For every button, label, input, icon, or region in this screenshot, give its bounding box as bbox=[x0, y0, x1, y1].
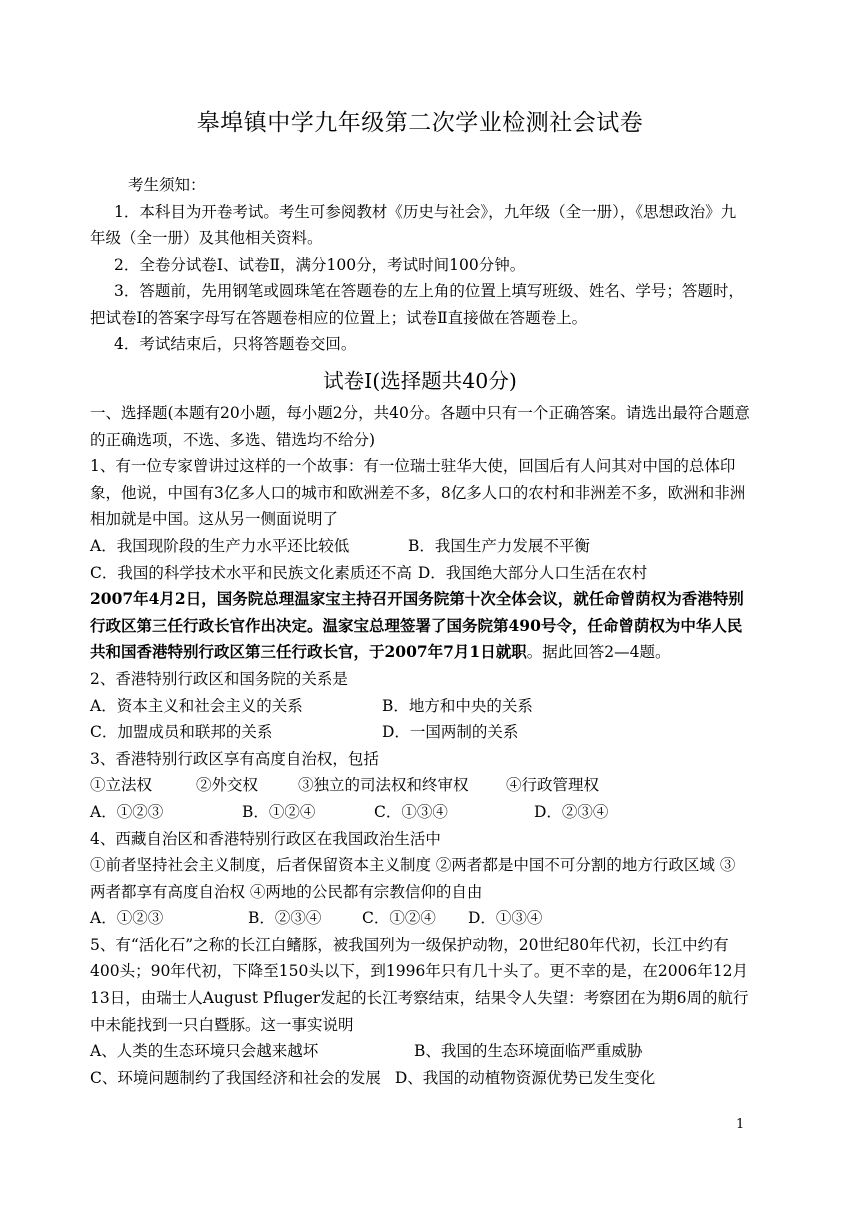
option-b: B．①②④ bbox=[242, 802, 316, 821]
question-5-stem: 5、有“活化石”之称的长江白鳍豚，被我国列为一级保护动物，20世纪80年代初，长江中约有400头；90年代初，下降至150头以下，到1996年只有几十头了。更不幸的是，在2006年12月13日，由瑞士人August Pfluger发起的长江考察结束，结果令人失望：考察团在为期6周的航行中未能找到一只白暨豚。这一事实说明 bbox=[90, 935, 749, 1034]
option-b: B．②③④ bbox=[248, 909, 322, 928]
option-c: C、环境问题制约了我国经济和社会的发展 bbox=[90, 1068, 381, 1087]
statement-item: ③独立的司法权和终审权 bbox=[298, 776, 469, 795]
option-a: A、人类的生态环境只会越来越坏 bbox=[90, 1042, 319, 1061]
exam-notes bbox=[90, 172, 750, 358]
option-d: D．①③④ bbox=[468, 909, 543, 928]
option-d: D．我国绝大部分人口生活在农村 bbox=[417, 563, 648, 582]
option-c: C．加盟成员和联邦的关系 bbox=[90, 723, 273, 742]
option-b: B．我国生产力发展不平衡 bbox=[408, 536, 590, 555]
statement-item: ①立法权 bbox=[90, 776, 153, 795]
page-number: 1 bbox=[736, 1117, 745, 1132]
questions-body bbox=[90, 400, 750, 1091]
note-item: 2．全卷分试卷Ⅰ、试卷Ⅱ，满分100分，考试时间100分钟。 bbox=[114, 255, 526, 274]
option-a: A．资本主义和社会主义的关系 bbox=[90, 696, 303, 715]
question-3-items bbox=[90, 772, 750, 799]
question-1-options-ab bbox=[90, 533, 750, 560]
question-2-options-ab bbox=[90, 693, 750, 720]
question-1-stem: 1、有一位专家曾讲过这样的一个故事：有一位瑞士驻华大使，回国后有人问其对中国的总体印象，他说，中国有3亿多人口的城市和欧洲差不多，8亿多人口的农村和非洲差不多，欧洲和非洲相加就是中国。这从另一侧面说明了 bbox=[90, 457, 746, 529]
material-bold-text: 2007年4月2日，国务院总理温家宝主持召开国务院第十次全体会议，就任命曾荫权为香港特别行政区第三任行政长官作出决定。温家宝总理签署了国务院第490号令，任命曾荫权为中华人民共和国香港特别行政区第三任行政长官，于2007年7月1日就职 bbox=[90, 589, 744, 662]
question-3-stem: 3、香港特别行政区享有高度自治权，包括 bbox=[90, 749, 379, 768]
statement-item: ④行政管理权 bbox=[506, 776, 600, 795]
question-2-options-cd bbox=[90, 719, 750, 746]
option-a: A．①②③ bbox=[90, 802, 164, 821]
question-1-options-cd bbox=[90, 560, 750, 587]
option-d: D．②③④ bbox=[534, 802, 609, 821]
option-c: C．①②④ bbox=[362, 909, 436, 928]
material-paragraph bbox=[90, 586, 750, 666]
option-d: D．一国两制的关系 bbox=[382, 723, 519, 742]
option-c: C．①③④ bbox=[374, 802, 448, 821]
note-item: 3．答题前，先用钢笔或圆珠笔在答题卷的左上角的位置上填写班级、姓名、学号；答题时，把试卷Ⅰ的答案字母写在答题卷相应的位置上；试卷Ⅱ直接做在答题卷上。 bbox=[90, 282, 744, 327]
section-title: 试卷Ⅰ(选择题共40分) bbox=[323, 369, 517, 393]
notes-heading: 考生须知： bbox=[128, 176, 206, 194]
question-2-stem: 2、香港特别行政区和国务院的关系是 bbox=[90, 669, 348, 688]
option-a: A．①②③ bbox=[90, 909, 164, 928]
question-3-options bbox=[90, 799, 750, 826]
exam-title: 皋埠镇中学九年级第二次学业检测社会试卷 bbox=[196, 110, 644, 136]
statement-item: ②外交权 bbox=[196, 776, 259, 795]
note-item: 1．本科目为开卷考试。考生可参阅教材《历史与社会》，九年级（全一册），《思想政治》九年级（全一册）及其他相关资料。 bbox=[90, 202, 737, 247]
note-item: 4．考试结束后，只将答题卷交回。 bbox=[114, 335, 357, 353]
option-a: A．我国现阶段的生产力水平还比较低 bbox=[90, 536, 350, 555]
question-5-options-ab bbox=[90, 1038, 750, 1065]
question-4-options bbox=[90, 905, 750, 932]
material-tail-text: 。据此回答2—4题。 bbox=[526, 643, 671, 662]
question-4-items: ①前者坚持社会主义制度，后者保留资本主义制度 ②两者都是中国不可分割的地方行政区域 ③两者都享有高度自治权 ④两地的公民都有宗教信仰的自由 bbox=[90, 856, 736, 901]
question-4-stem: 4、西藏自治区和香港特别行政区在我国政治生活中 bbox=[90, 829, 441, 848]
option-b: B、我国的生态环境面临严重威胁 bbox=[414, 1042, 643, 1061]
section-instructions: 一、选择题(本题有20小题，每小题2分，共40分。各题中只有一个正确答案。请选出最符合题意的正确选项，不选、多选、错选均不给分) bbox=[90, 404, 750, 449]
question-5-options-cd bbox=[90, 1065, 750, 1092]
option-c: C．我国的科学技术水平和民族文化素质还不高 bbox=[90, 563, 412, 582]
option-d: D、我国的动植物资源优势已发生变化 bbox=[394, 1068, 656, 1087]
option-b: B．地方和中央的关系 bbox=[382, 696, 533, 715]
